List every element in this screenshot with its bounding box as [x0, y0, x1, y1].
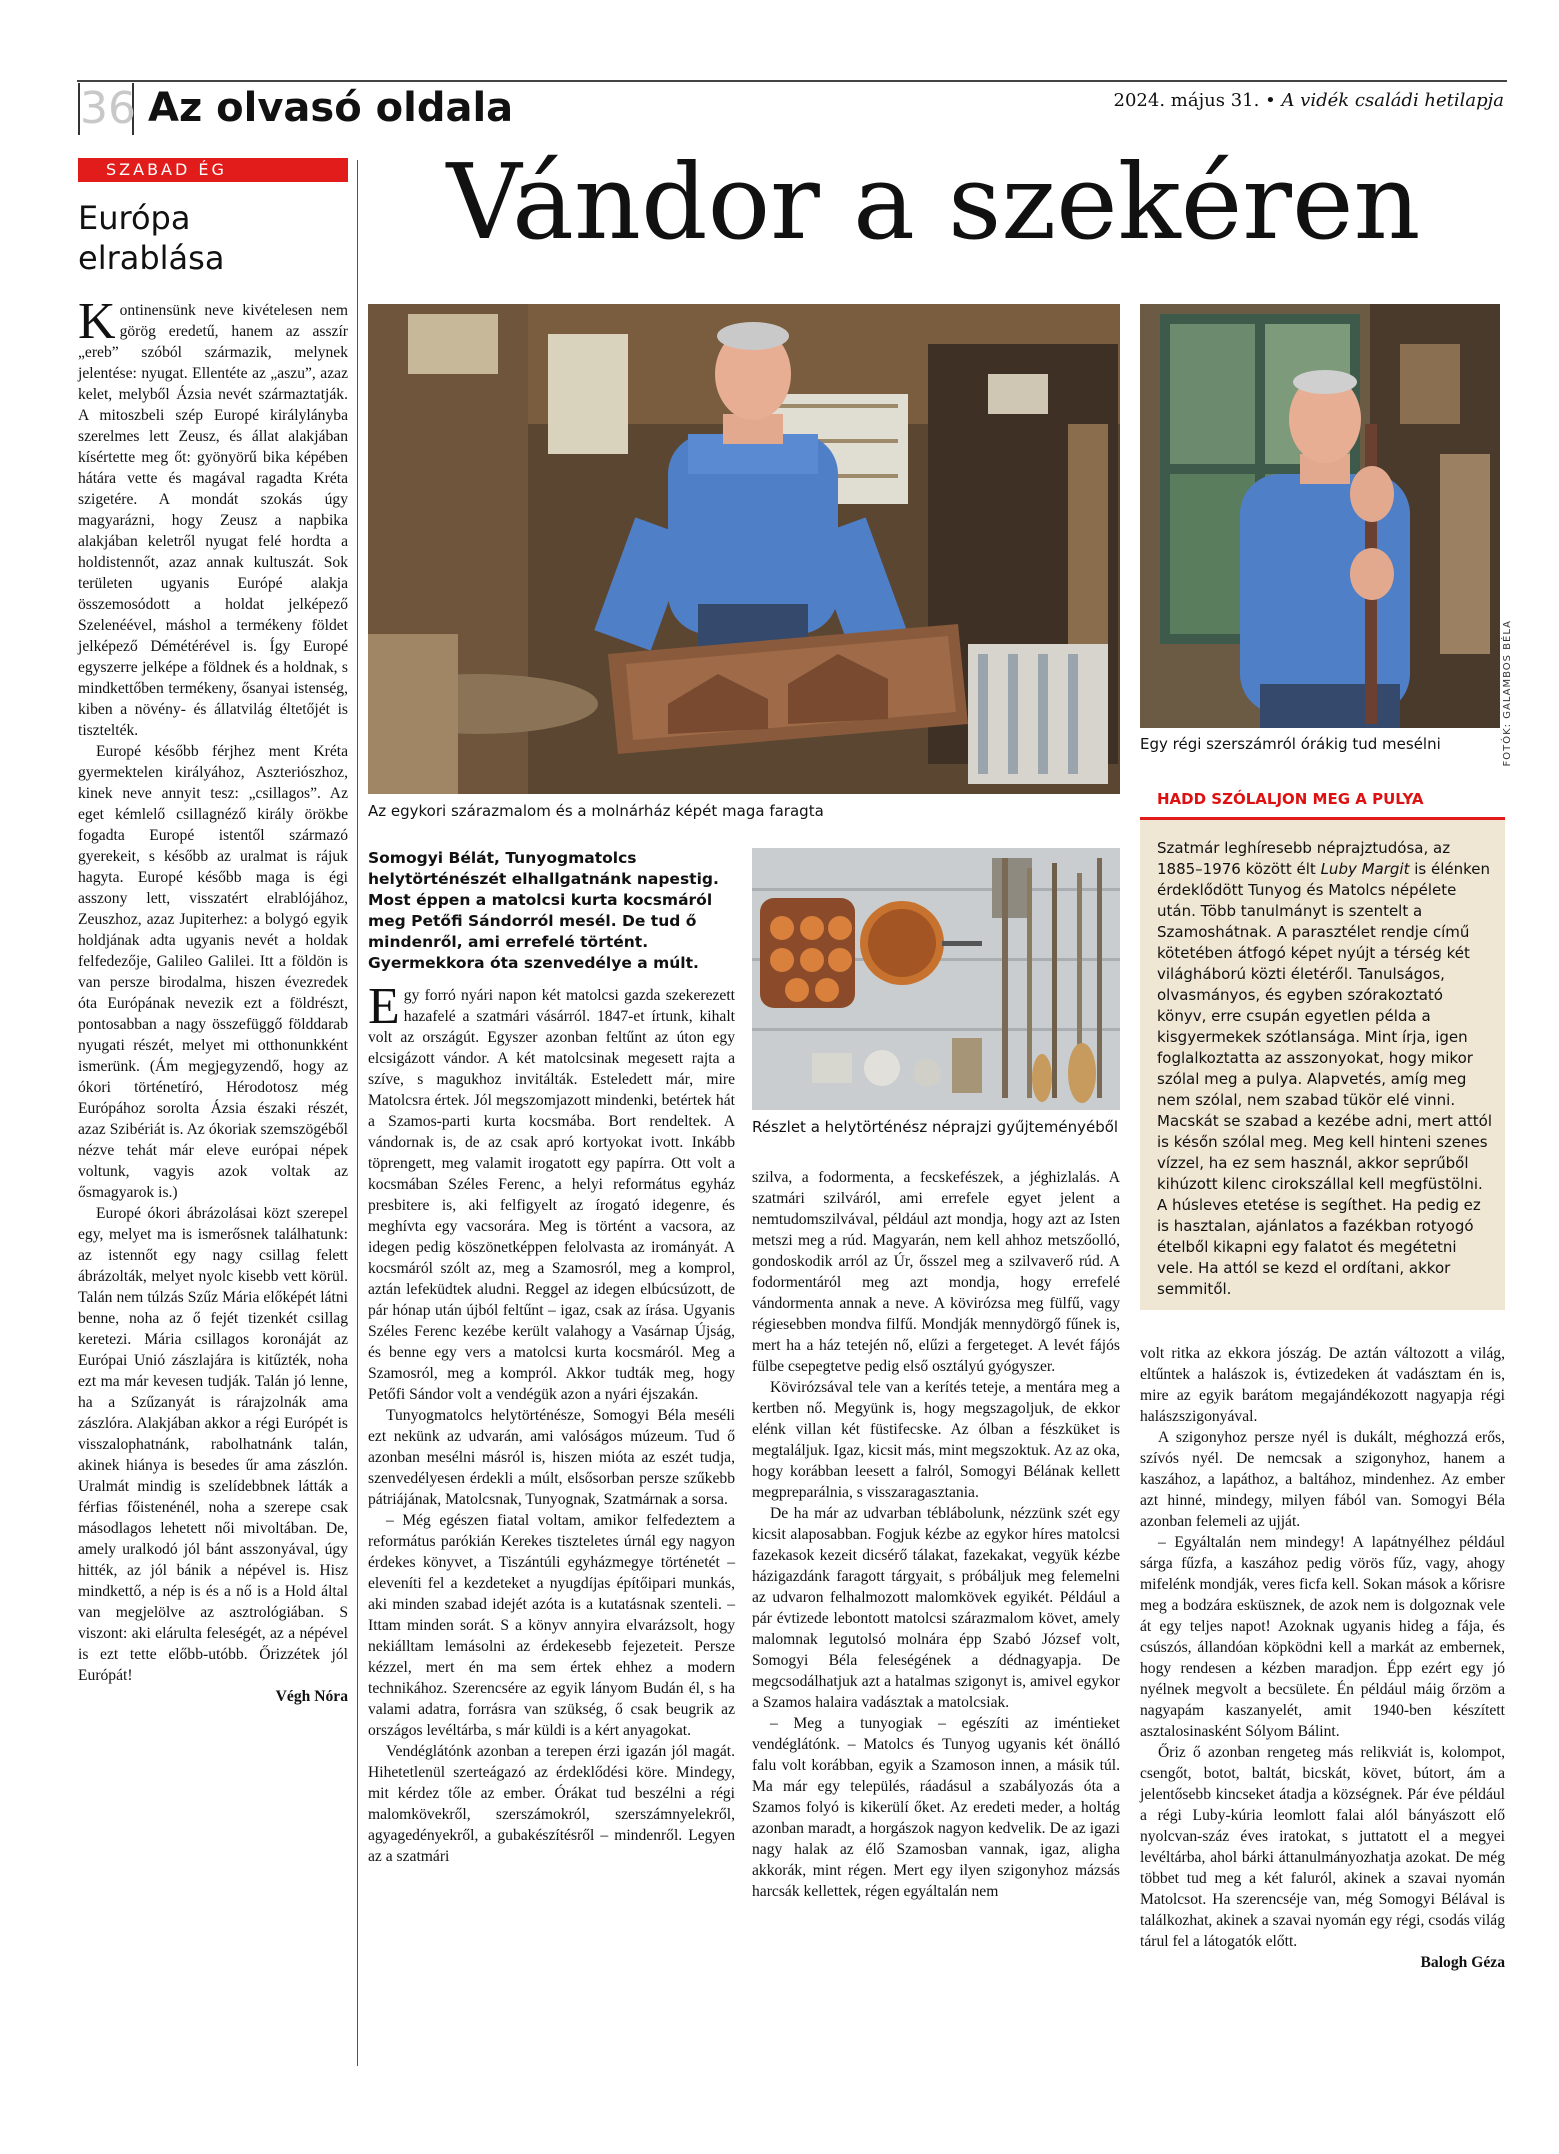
- article-paragraph: De ha már az udvarban téblábolunk, nézzünk szét egy kicsit alaposabban. Fogjuk kézbe az egykor híres matolcsi fazekasok kezeit dicsérő tálakat, fazekakat, vegyük kézbe házigazdánk faragott tárgyait, s próbáljuk meg felemelni az udvaron felhalmozott malomkövek egyikét. Például a pár évtizede lebontott matolcsi szárazmalom követ, amely malomnak legutolsó molnára épp Szabó József volt, Somogyi Béla feleségének a dédnagyapja. De megcsodálhatjuk azt a hatalmas szigonyt is, amivel egykor a Szamos halaira vadásztak a matolcsiak.: [752, 1505, 1120, 1711]
- sidebox: [1140, 780, 1505, 1310]
- sidebox-text: Szatmár leghíresebb néprajztudósa, az 1885–1976 között élt Luby Margit is élénken érdeklődött Tunyog és Matolcs népélete után. Több tanulmányt is szentelt a Szamoshátnak. A parasztélet rendje című kötetében átfogó képet nyújt a térség két világháború közti életéről. Tanulságos, olvasmányos, és egyben szórakoztató könyv, erre csupán egyetlen példa a kisgyermekek szótlansága. Mint írja, igen foglalkoztatta az asszonyokat, hogy mikor szólal meg a pulya. Alapvetés, amíg meg nem szólal, nem szabad tükör elé vinni. Macskát se szabad a kezébe adni, mert attól is későn szólal meg. Meg kell hinteni szenes vízzel, ha ez sem használ, akkor seprűből kihúzott kilenc cirokszállal kell megfüstölni. A húsleves etetése is segíthet. Ha pedig ez is hasztalan, ajánlatos a fazékban rotyogó ételből kikapni egy falatot és megétetni vele. Ha attól se kezd el ordítani, akkor semmitől.: [1157, 839, 1492, 1298]
- column-tag: [78, 158, 348, 182]
- photo-carving: [368, 304, 1120, 794]
- drop-cap: K: [78, 293, 116, 350]
- article-paragraph: szilva, a fodormenta, a fecskefészek, a jéghizlalás. A szatmári szilváról, ami errefele egyet jelent a nemtudomszilvával, például azt mondja, hogy azt az Isten metszi meg a rúd. Magyarán, nem kell ahhoz metszőolló, gondoskodik arról az Úr, ősszel meg a szilvaverő rúd. A fodormentáról meg azt mondja, hogy errefelé vándormenta annak a neve. A kövirózsa meg fülfű, vagy régiesebben mondva filfű. Mondják mennydörgő fűnek is, mert ha a ház tetején nő, elűzi a fergeteget. A levét fájós fülbe csepegtetve pedig első osztályú gyógyszer.: [752, 1169, 1120, 1375]
- photo-carving-caption: Az egykori szárazmalom és a molnárház képét maga faragta: [368, 802, 824, 820]
- article-column-3: [1140, 1343, 1505, 1973]
- column-divider: [357, 160, 358, 2066]
- article-signature: Balogh Géza: [1420, 1954, 1505, 1971]
- photo-carving-image: [368, 304, 1120, 794]
- photo-collection-caption: Részlet a helytörténész néprajzi gyűjteményéből: [752, 1118, 1119, 1136]
- sidebox-title: HADD SZÓLALJON MEG A PULYA: [1157, 790, 1424, 808]
- sidebox-name: Luby Margit: [1320, 860, 1410, 878]
- photo-portrait: [1140, 304, 1500, 728]
- photo-collection: [752, 848, 1120, 1110]
- photo-portrait-image: [1140, 304, 1500, 728]
- column-tag-label: SZABAD ÉG: [106, 160, 227, 179]
- article-column-1: [368, 978, 735, 1867]
- sidebar-paragraph: Europé később férjhez ment Kréta gyermektelen királyához, Aszteriószhoz, kinek neve annyit tesz: „csillagos”. Az eget kémlelő csillagnéző király örökbe fogadta Europé istentől származó gyerekeit, s később az uralmat is rájuk hagyta. Europé később maga is égi asszony lett, visszatért elrablójához, Zeuszhoz, azaz Jupiterhez: a bolygó egyik holdjának adta ugyanis nevét a holdak felfedezője, Galileo Galilei. Itt a földön is van persze birodalma, hiszen évezredek óta Európának nevezik ezt a földrészt, pontosabban a nagy összefüggő földdarab nyugati részét, melyet mi otthonunkként ismerünk. (Ám megjegyzendő, hogy az ókori történetíró, Hérodotosz még Európához sorolta Ázsia északi részét, azaz Szibériát is. Az ókoriak szemszögéből nézve tehát már eleve európai népek voltunk, vagyis azok voltak az ősmagyarok is.): [78, 743, 348, 1201]
- article-title: Vándor a szekéren: [446, 141, 1421, 263]
- article-paragraph: – Egyáltalán nem mindegy! A lapátnyélhez például sárga fűzfa, a kaszához pedig vörös fűz, vagy, ahogy mifelénk mondják, veres ficfa kell. Sokan mások a kőrisre meg a bodzára esküsznek, de azok nem is dolgoznak vele át egy teljes napot! Azoknak ugyanis hideg a fája, és csúszós, állandóan köpködni kell a markát az embernek, hogy rendesen a kézben maradjon. Épp ezért egy jó nyélnek megvolt a becsülete. Én például máig őrzöm a nagyapám kaszanyelét, amit 1940-ben készített asztalosinasként Sólyom Bálint.: [1140, 1534, 1505, 1740]
- article-paragraph: A szigonyhoz persze nyél is dukált, méghozzá erős, szívós nyél. De nemcsak a szigonyhoz, hanem a kaszához, a lapáthoz, a baltához, mindenhez. Az ember azt hinné, mindegy, milyen fából van. Somogyi Béla azonban felemeli az ujját.: [1140, 1429, 1505, 1530]
- article-paragraph: Egy forró nyári napon két matolcsi gazda szekerezett hazafelé a szatmári vásárról. 1847-et írtunk, kihalt volt az országút. Egyszer azonban feltűnt az úton egy elcsigázott vándor. A két matolcsinak megesett rajta a szíve, s magukhoz invitálták. Esteledett már, mire Matolcsra értek. Jól megszomjazott mindenki, betértek hát a Szamos-parti kurta kocsmába. Bort rendeltek. A vándornak is, de az csak apró kortyokat ivott. Inkább töprengett, meg valamit irogatott egy papírra. Ott volt a kocsmában Széles Ferenc, a helyi református egyház presbitere is, aki felfigyelt az írogató idegenre, és meghívta egy vacsorára. Meg is történt a vacsora, az idegen pedig köszönetképpen felolvasta az irományát. A kocsmáról szólt az, meg a Szamosról, meg a komprol, aztán lefeküdtek aludni. Reggel az idegen elbúcsúzott, de pár hónap után újból feltűnt – igaz, csak az írása. Ugyanis Széles Ferenc kezébe került valahogy a Vasárnap Újság, és benne egy vers a matolcsi kurta kocsmáról. Meg a Szamosról, meg a kompról. Akkor tudták meg, hogy Petőfi Sándor volt a vendégük azon a nyári éjszakán.: [368, 978, 735, 1403]
- sidebar-paragraph: Kontinensünk neve kivételesen nem görög eredetű, hanem az asszír „ereb” szóból származik, melynek jelentése: nyugat. Ellentéte az „aszu”, azaz kelet, melyből Ázsia nevét származtatják. A mitoszbeli szép Europé királylányba szerelmes lett Zeusz, és állat alakjában kísértette meg őt: gyönyörű bika képében hátára vette és magával ragadta Kréta szigetére. A mondát szokás úgy magyarázni, hogy Zeusz a napbika alakjában keletről nyugat felé hordta a holdistennőt, azaz annak kultuszát. Sok területen ugyanis Európé alakja összemosódott a holdat jelképező Szelenéével, máshol a termékeny földet jelképező Démétérével is. Így Europé egyszerre jelképe a földnek és a holdnak, s mindkettőben termékeny, ősanyai istenség, kiben a növény- és állatvilág éltetőjét is tisztelték.: [78, 293, 348, 739]
- publication-tagline: A vidék családi hetilapja: [1281, 90, 1504, 111]
- sidebar-title-line2: elrablása: [78, 239, 225, 277]
- page-number: 36: [80, 83, 136, 134]
- issue-date-line: [1114, 90, 1504, 111]
- article-column-2: [752, 1167, 1120, 1902]
- drop-cap: E: [368, 978, 400, 1035]
- article-paragraph: Tunyogmatolcs helytörténésze, Somogyi Béla meséli ezt nekünk az udvarán, ami valóságos múzeum. Tud ő azonban mesélni másról is, hiszen mióta az eszét tudja, szenvedélyesen érdekli a múlt, elsősorban persze szűkebb pátriájának, Matolcsnak, Tunyognak, Szatmárnak a sorsa.: [368, 1407, 735, 1508]
- photo-portrait-caption: Egy régi szerszámról órákig tud mesélni: [1140, 735, 1441, 753]
- photo-credit: FOTÓK: GALAMBOS BÉLA: [1502, 620, 1513, 767]
- sidebar-title: [78, 198, 348, 278]
- article-paragraph: Kövirózsával tele van a kerítés teteje, a mentára meg a kertben nő. Megyünk is, hogy megszagoljuk, de ekkor elénk villan két füstifecske. Az ólban a fészküket is megtaláljuk. Igaz, kicsit más, mint megszoktuk. Az az oka, hogy korábban leesett a falról, Somogyi Bélának kellett megpreparálnia, s visszaragasztania.: [752, 1379, 1120, 1501]
- article-paragraph: – Meg a tunyogiak – egészíti az iméntieket vendéglátónk. – Matolcs és Tunyog ugyanis két önálló falu volt korábban, egyik a Szamoson innen, a másik túl. Ma már egy település, ráadásul a szabályozás óta a Szamos folyó is kikerülí őket. Az eredeti meder, a holtág azonban maradt, a horgászok nagyon kedvelik. De az igazi nagy halak az élő Szamosban vannak, igaz, aligha akkorák, mint régen. Mert egy ilyen szigonyhoz mázsás harcsák kellettek, régen egyáltalán nem: [752, 1715, 1120, 1900]
- sidebar-signature: Végh Nóra: [275, 1688, 348, 1705]
- article-paragraph: Őriz ő azonban rengeteg más relikviát is, kolompot, csengőt, botot, baltát, bicskát, követ, bútort, ám a jelentősebb kincseket átadja a községnek. Pár éve például a régi Luby-kúria leomlott falai alól bányászott elő nyolcvan-száz éves iratokat, s juttatott el a megyei levéltárba, ahol bárki áttanulmányozhatja azokat. De még többet tud meg a két faluról, akinek a szavai nyomán Matolcsot. Ha szerencséje van, még Somogyi Bélával is találkozhat, akinek a szavai nyomán egy régi, csodás világ tárul fel a látogatók előtt.: [1140, 1744, 1505, 1950]
- photo-collection-image: [752, 848, 1120, 1110]
- bullet: •: [1265, 90, 1276, 111]
- section-title: Az olvasó oldala: [148, 85, 514, 131]
- sidebar-article: [78, 293, 348, 1707]
- article-lead: Somogyi Bélát, Tunyogmatolcs helytörténészét elhallgatnánk napestig. Most éppen a matolcsi kurta kocsmáról meg Petőfi Sándorról mesél. De tud ő mindenről, ami errefelé történt. Gyermekkora óta szenvedélye a múlt.: [368, 849, 719, 972]
- sidebar-title-line1: Európa: [78, 199, 191, 237]
- issue-date: 2024. május 31.: [1113, 90, 1260, 111]
- sidebar-paragraph: Europé ókori ábrázolásai közt szerepel egy, melyet ma is ismerősnek találhatunk: az istennőt egy nagy csillag felett ábrázolták, melyet nyolc kisebb vett körül. Talán nem túlzás Szűz Mária előképét látni benne, noha az ő fejét tizenkét csillag keretezi. Mária csillagos koronáját az Európai Unió zászlajára is kitűzték, noha ezt ma már kevesen tudják. Talán jó lenne, ha a Szűzanyát is rárajzolnák ama zászlóra. Alakjában akkor a régi Európét is visszalophatnánk, rabolhatnánk talán, akinek hiánya is besedes űr ama zászlón. Uralmát mindig is szelídebbnek látták a férfias főistenénél, noha a szerepe csak másodlagos lehetett női mivoltában. De, amely uralkodó jól bánt asszonyával, úgy hitték, az jól bánik a népével is. Hisz mindkettő, a nép is és a nő is a Hold által van megjelölve az asztrológiában. S viszont: aki elárulta feleségét, az a népével is ezt tette előbb-utóbb. Őrizzétek jól Európát!: [78, 1205, 348, 1684]
- article-paragraph: Vendéglátónk azonban a terepen érzi igazán jól magát. Hihetetlenül szerteágazó az érdeklődési köre. Mindegy, mit kérdez tőle az ember. Órákat tud beszélni a régi malomkövekről, szerszámokról, szerszámnyelekről, agyagedényekről, a gubakészítésről – mindenről. Legyen az a szatmári: [368, 1743, 735, 1865]
- sidebox-header: [1140, 780, 1505, 820]
- article-paragraph: volt ritka az ekkora jószág. De aztán változott a világ, eltűntek a halászok is, évtizedeken át vadásztam én is, mire az egyik barátom megajándékozott nagyapja régi halászszigonyával.: [1140, 1345, 1505, 1425]
- article-paragraph: – Még egészen fiatal voltam, amikor felfedeztem a református parókián Kerekes tiszteletes úrnál egy nagyon érdekes könyvet, a Tiszántúli egyházmegye történetét – eleveníti fel a kezdeteket a nyugdíjas építőipari munkás, aki minden szabad idejét azóta is a kutatásnak szenteli. – Ittam minden sorát. S a könyv annyira elvarázsolt, hogy nekiálltam lemásolni az érdekesebb fejezeteit. Persze kézzel, mert én ma sem értek ehhez a modern technikához. Szerencsére az egyik lányom Budán él, s ha valami adatra, forrásra van szükség, ő csak beugrik az országos levéltárba, s már küldi is a kért anyagokat.: [368, 1512, 735, 1739]
